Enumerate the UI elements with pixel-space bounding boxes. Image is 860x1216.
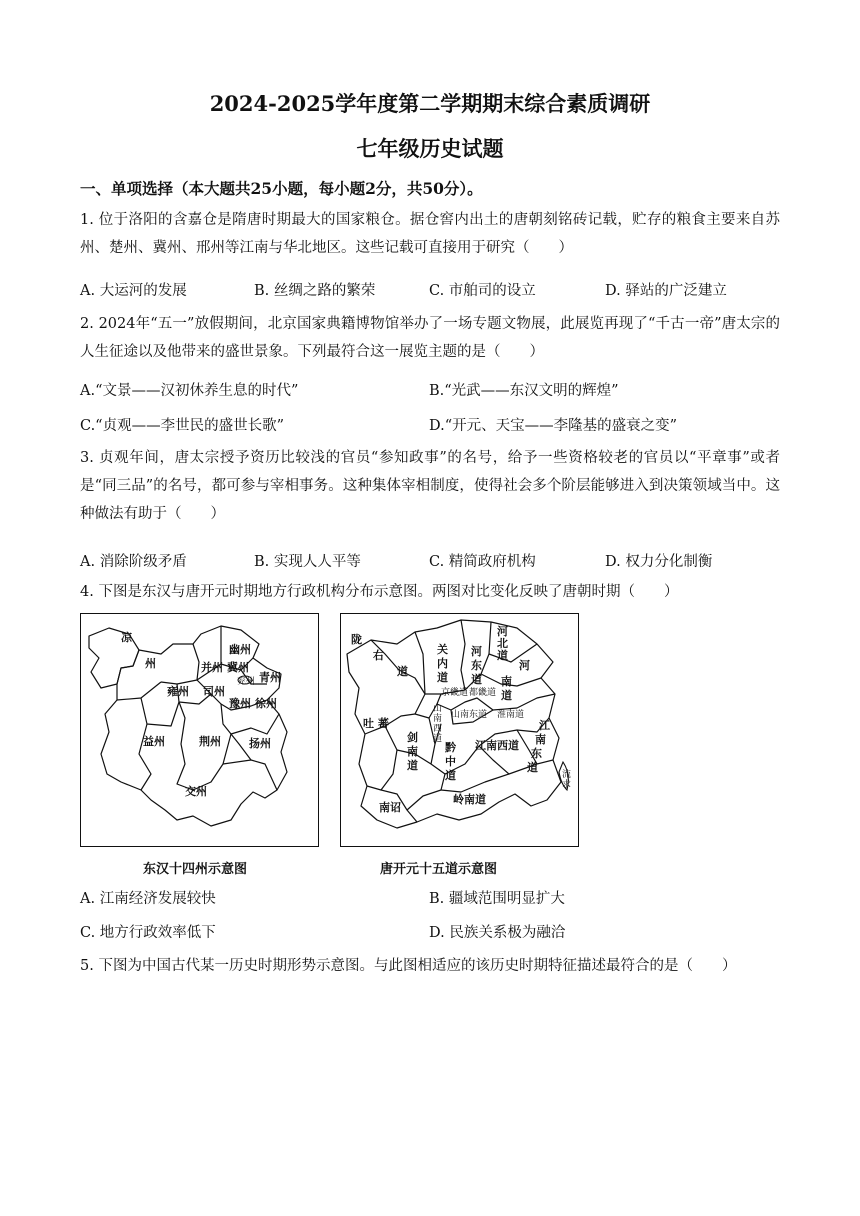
option-b: B. 实现人人平等 (254, 554, 361, 570)
han-label-yi: 益州 (143, 735, 165, 748)
han-label-yu: 豫州 (229, 697, 251, 710)
tang-label-qian: 黔 (445, 741, 456, 754)
question-1-options (80, 279, 780, 303)
option-c: C.“贞观——李世民的盛世长歌” (80, 418, 285, 434)
han-map-outline (81, 614, 318, 846)
option-d: D. 驿站的广泛建立 (605, 283, 727, 299)
han-label-bing: 并州 (201, 661, 223, 674)
han-label-si: 司州 (203, 685, 225, 698)
option-c: C. 市舶司的设立 (429, 283, 536, 299)
option-d: D. 权力分化制衡 (605, 554, 713, 570)
question-3-stem: 3. 贞观年间，唐太宗授予资历比较浅的官员“参知政事”的名号，给予一些资格较老的官员以“平章事”或者是“同三品”的名号，都可参与宰相事务。这种集体宰相制度，使得社会多个阶层能够进入到决策领域当中。这种做法有助于（ ） (80, 450, 780, 522)
option-a: A. 江南经济发展较快 (80, 891, 216, 907)
tang-label-jiangnanxi: 江南西道 (475, 739, 519, 752)
tang-label-qiu: 求 (562, 780, 572, 790)
tang-label-xi: 西 (433, 724, 443, 734)
han-map (80, 613, 319, 847)
option-c: C. 精简政府机构 (429, 554, 536, 570)
tang-label-shan: 山 (433, 704, 443, 714)
tang-label-dao3: 道 (471, 673, 482, 686)
tang-map (340, 613, 579, 847)
han-label-zhou: 州 (145, 657, 156, 670)
tang-label-zhong: 中 (445, 755, 456, 768)
han-label-liang: 凉 (121, 631, 132, 644)
han-map-caption: 东汉十四州示意图 (143, 862, 248, 877)
option-b: B. 丝绸之路的繁荣 (254, 283, 376, 299)
han-label-xu: 徐州 (255, 697, 277, 710)
question-2-stem: 2. 2024年“五一”放假期间，北京国家典籍博物馆举办了一场专题文物展，此展览再现了“千古一帝”唐太宗的人生征途以及他带来的盛世景象。下列最符合这一展览主题的是（ ） (80, 316, 780, 360)
tang-label-long: 陇 (351, 633, 362, 646)
tang-label-nan1: 南 (501, 675, 512, 688)
han-label-yong: 雍州 (167, 685, 189, 698)
option-a: A.“文景——汉初休养生息的时代” (80, 383, 299, 399)
tang-label-you: 右 (373, 649, 384, 662)
tang-label-duji: 都畿道 (469, 688, 497, 698)
question-4-stem: 4. 下图是东汉与唐开元时期地方行政机构分布示意图。两图对比变化反映了唐朝时期（ ） (80, 584, 679, 600)
tang-label-nei: 内 (437, 657, 448, 670)
tang-label-dao9: 道 (527, 761, 538, 774)
tang-label-tubo: 吐 蕃 (363, 717, 389, 730)
tang-label-jian: 剑 (407, 731, 418, 744)
option-b: B.“光武——东汉文明的辉煌” (429, 383, 619, 399)
tang-label-dao7: 道 (407, 759, 418, 772)
tang-label-nanzhao: 南诏 (379, 801, 401, 814)
tang-label-jingji: 京畿道 (441, 688, 469, 698)
han-label-yang: 扬州 (249, 737, 271, 750)
tang-label-nan3: 南 (407, 745, 418, 758)
tang-label-dao2: 道 (437, 671, 448, 684)
option-d: D. 民族关系极为融洽 (429, 925, 566, 941)
option-b: B. 疆域范围明显扩大 (429, 891, 565, 907)
tang-label-he1: 河 (471, 645, 482, 658)
tang-map-caption: 唐开元十五道示意图 (380, 862, 498, 877)
exam-subtitle: 七年级历史试题 (356, 136, 504, 161)
tang-label-dao4: 道 (497, 649, 508, 662)
tang-label-dao1: 道 (397, 665, 408, 678)
tang-label-nan2: 南 (433, 714, 443, 724)
han-label-ji: 冀州 (227, 661, 249, 674)
question-4-options-row1 (80, 887, 780, 911)
tang-label-huainan: 淮南道 (497, 710, 525, 720)
question-2-options-row1 (80, 379, 780, 403)
tang-label-nan4: 南 (535, 733, 546, 746)
tang-label-lingnan: 岭南道 (453, 793, 486, 806)
tang-label-he2: 河 (497, 625, 508, 638)
tang-label-dong2: 东 (531, 747, 542, 760)
question-4-options-row2 (80, 921, 780, 945)
tang-label-dao8: 道 (445, 769, 456, 782)
tang-label-jiang: 江 (539, 719, 550, 732)
option-a: A. 大运河的发展 (80, 283, 187, 299)
han-label-qing: 青州 (259, 671, 281, 684)
han-label-jiao: 交州 (185, 785, 207, 798)
question-1-stem: 1. 位于洛阳的含嘉仓是隋唐时期最大的国家粮仓。据仓窖内出土的唐朝刻铭砖记载，贮存的粮食主要来自苏州、楚州、冀州、邢州等江南与华北地区。这些记载可直接用于研究（ ） (80, 212, 780, 256)
option-d: D.“开元、天宝——李隆基的盛衰之变” (429, 418, 678, 434)
han-label-jing: 荆州 (199, 735, 221, 748)
section-heading: 一、单项选择（本大题共25小题，每小题2分，共50分）。 (80, 179, 483, 198)
option-c: C. 地方行政效率低下 (80, 925, 216, 941)
tang-label-dong1: 东 (471, 659, 482, 672)
option-a: A. 消除阶级矛盾 (80, 554, 187, 570)
tang-label-dao6: 道 (433, 734, 443, 744)
tang-label-dao5: 道 (501, 689, 512, 702)
tang-label-guan: 关 (437, 643, 448, 656)
question-5-stem: 5. 下图为中国古代某一历史时期形势示意图。与此图相适应的该历史时期特征描述最符合的是（ ） (80, 958, 737, 974)
exam-title: 2024-2025学年度第二学期期末综合素质调研 (209, 91, 651, 116)
han-label-you: 幽州 (229, 643, 251, 656)
question-2-options-row2 (80, 414, 780, 438)
question-3-options (80, 550, 780, 574)
tang-label-bei: 北 (497, 637, 508, 650)
tang-label-liu: 流 (562, 770, 572, 780)
tang-label-he3: 河 (519, 659, 530, 672)
han-label-yan: 兖州 (237, 677, 256, 687)
tang-label-shannandong: 山南东道 (451, 710, 488, 720)
